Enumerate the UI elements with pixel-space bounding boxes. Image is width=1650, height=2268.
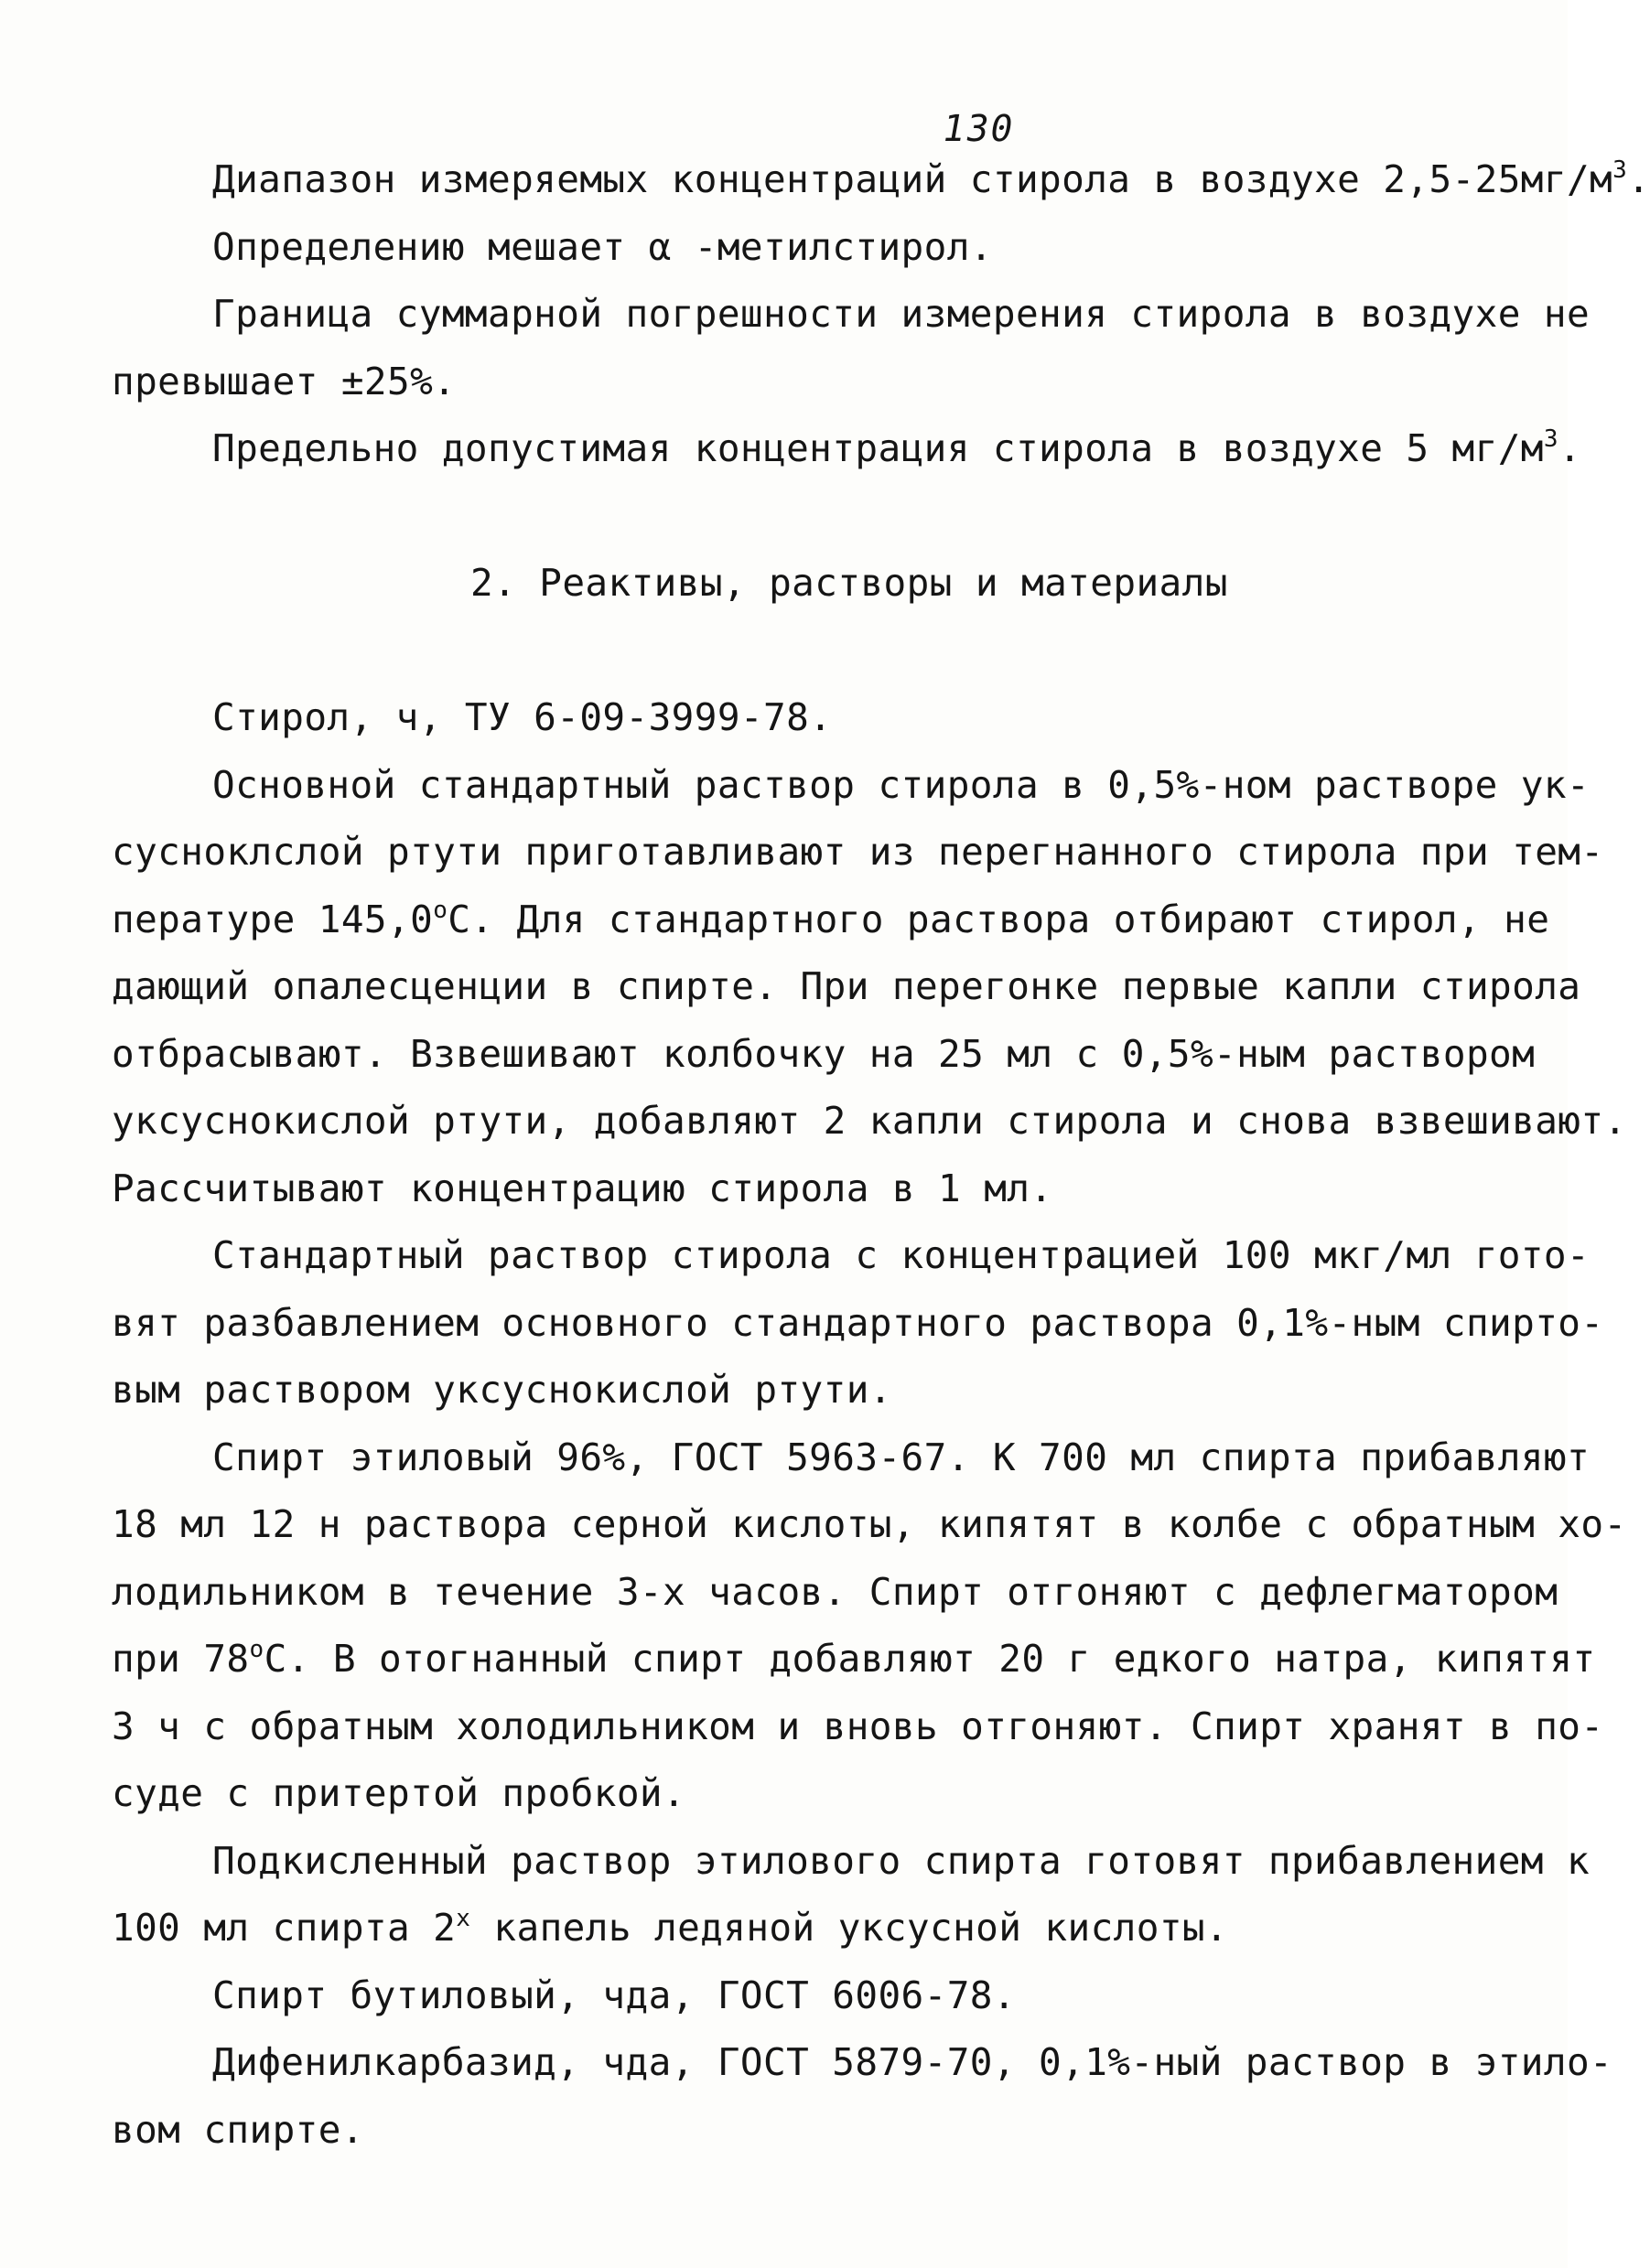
butanol-line: Спирт бутиловый, чда, ГОСТ 6006-78. <box>212 1972 1016 2017</box>
standard-solution-line-3: вым раствором уксуснокислой ртути. <box>112 1368 892 1412</box>
mac-end: . <box>1558 426 1582 470</box>
error-line-1: Граница суммарной погрешности измерения стирола в воздухе не <box>212 292 1591 336</box>
ethanol-line-6: суде с притертой пробкой. <box>112 1771 686 1815</box>
spacer <box>112 618 1429 685</box>
drops-superscript: х <box>456 1905 471 1932</box>
temperature-text: пературе 145,0 <box>112 897 434 941</box>
acidified-text-end: капель ледяной уксусной кислоты. <box>470 1906 1229 1950</box>
stock-solution-line-7: Рассчитывают концентрацию стирола в 1 мл. <box>112 1166 1053 1210</box>
ethanol-temp-text-end: С. В отогнанный спирт добавляют 20 г едкого натра, кипятят <box>264 1637 1596 1681</box>
section-heading: 2. Реактивы, растворы и материалы <box>470 561 1228 605</box>
spacer <box>112 483 1429 551</box>
acidified-line-1: Подкисленный раствор этилового спирта готовят прибавлением к <box>212 1838 1591 1883</box>
document-text <box>112 146 1650 2164</box>
mac-superscript: 3 <box>1543 425 1558 453</box>
standard-solution-line-2: вят разбавлением основного стандартного раствора 0,1%-ным спирто- <box>112 1300 1604 1345</box>
interference-line: Определению мешает α -метилстирол. <box>212 224 993 269</box>
degree-superscript: о <box>433 896 448 924</box>
ethanol-temp-text: при 78 <box>112 1637 250 1681</box>
ethanol-line-3: лодильником в течение 3-х часов. Спирт отгоняют с дефлегматором <box>112 1569 1558 1614</box>
ethanol-line-4 <box>112 1626 1596 1693</box>
error-line-2: превышает ±25%. <box>112 359 457 403</box>
ethanol-line-2: 18 мл 12 н раствора серной кислоты, кипятят в колбе с обратным хо- <box>112 1502 1627 1546</box>
temperature-text-end: С. Для стандартного раствора отбирают стирол, не <box>448 897 1550 941</box>
mac-text: Предельно допустимая концентрация стирола в воздухе 5 мг/м <box>212 426 1544 470</box>
stock-solution-line-2: сусноклслой ртути приготавливают из перегнанного стирола при тем- <box>112 830 1604 874</box>
diphenylcarbazide-line-2: вом спирте. <box>112 2107 364 2152</box>
ethanol-line-5: 3 ч с обратным холодильником и вновь отгоняют. Спирт хранят в по- <box>112 1704 1604 1748</box>
stock-solution-line-6: уксуснокислой ртути, добавляют 2 капли стирола и снова взвешивают. <box>112 1099 1627 1143</box>
page-number: 130 <box>938 108 1019 150</box>
ethanol-line-1: Спирт этиловый 96%, ГОСТ 5963-67. К 700 мл спирта прибавляют <box>212 1435 1591 1479</box>
mac-line <box>112 415 1582 483</box>
stock-solution-line-3 <box>112 887 1550 954</box>
degree-superscript: о <box>249 1636 264 1663</box>
standard-solution-line-1: Стандартный раствор стирола с концентрацией 100 мкг/мл гото- <box>212 1233 1591 1277</box>
acidified-text: 100 мл спирта 2 <box>112 1906 457 1950</box>
acidified-line-2 <box>112 1895 1429 1962</box>
stock-solution-line-5: отбрасывают. Взвешивают колбочку на 25 мл с 0,5%-ным раствором <box>112 1031 1536 1076</box>
range-superscript: 3 <box>1612 156 1628 184</box>
range-line <box>112 146 1650 214</box>
range-end: . <box>1627 157 1650 201</box>
styrene-line: Стирол, ч, ТУ 6-09-3999-78. <box>212 695 833 739</box>
stock-solution-line-1: Основной стандартный раствор стирола в 0,5%-ном растворе ук- <box>212 762 1591 807</box>
diphenylcarbazide-line-1: Дифенилкарбазид, чда, ГОСТ 5879-70, 0,1%-ный раствор в этило- <box>212 2040 1613 2084</box>
range-text: Диапазон измеряемых концентраций стирола в воздухе 2,5-25мг/м <box>212 157 1613 201</box>
stock-solution-line-4: дающий опалесценции в спирте. При перегонке первые капли стирола <box>112 964 1581 1008</box>
